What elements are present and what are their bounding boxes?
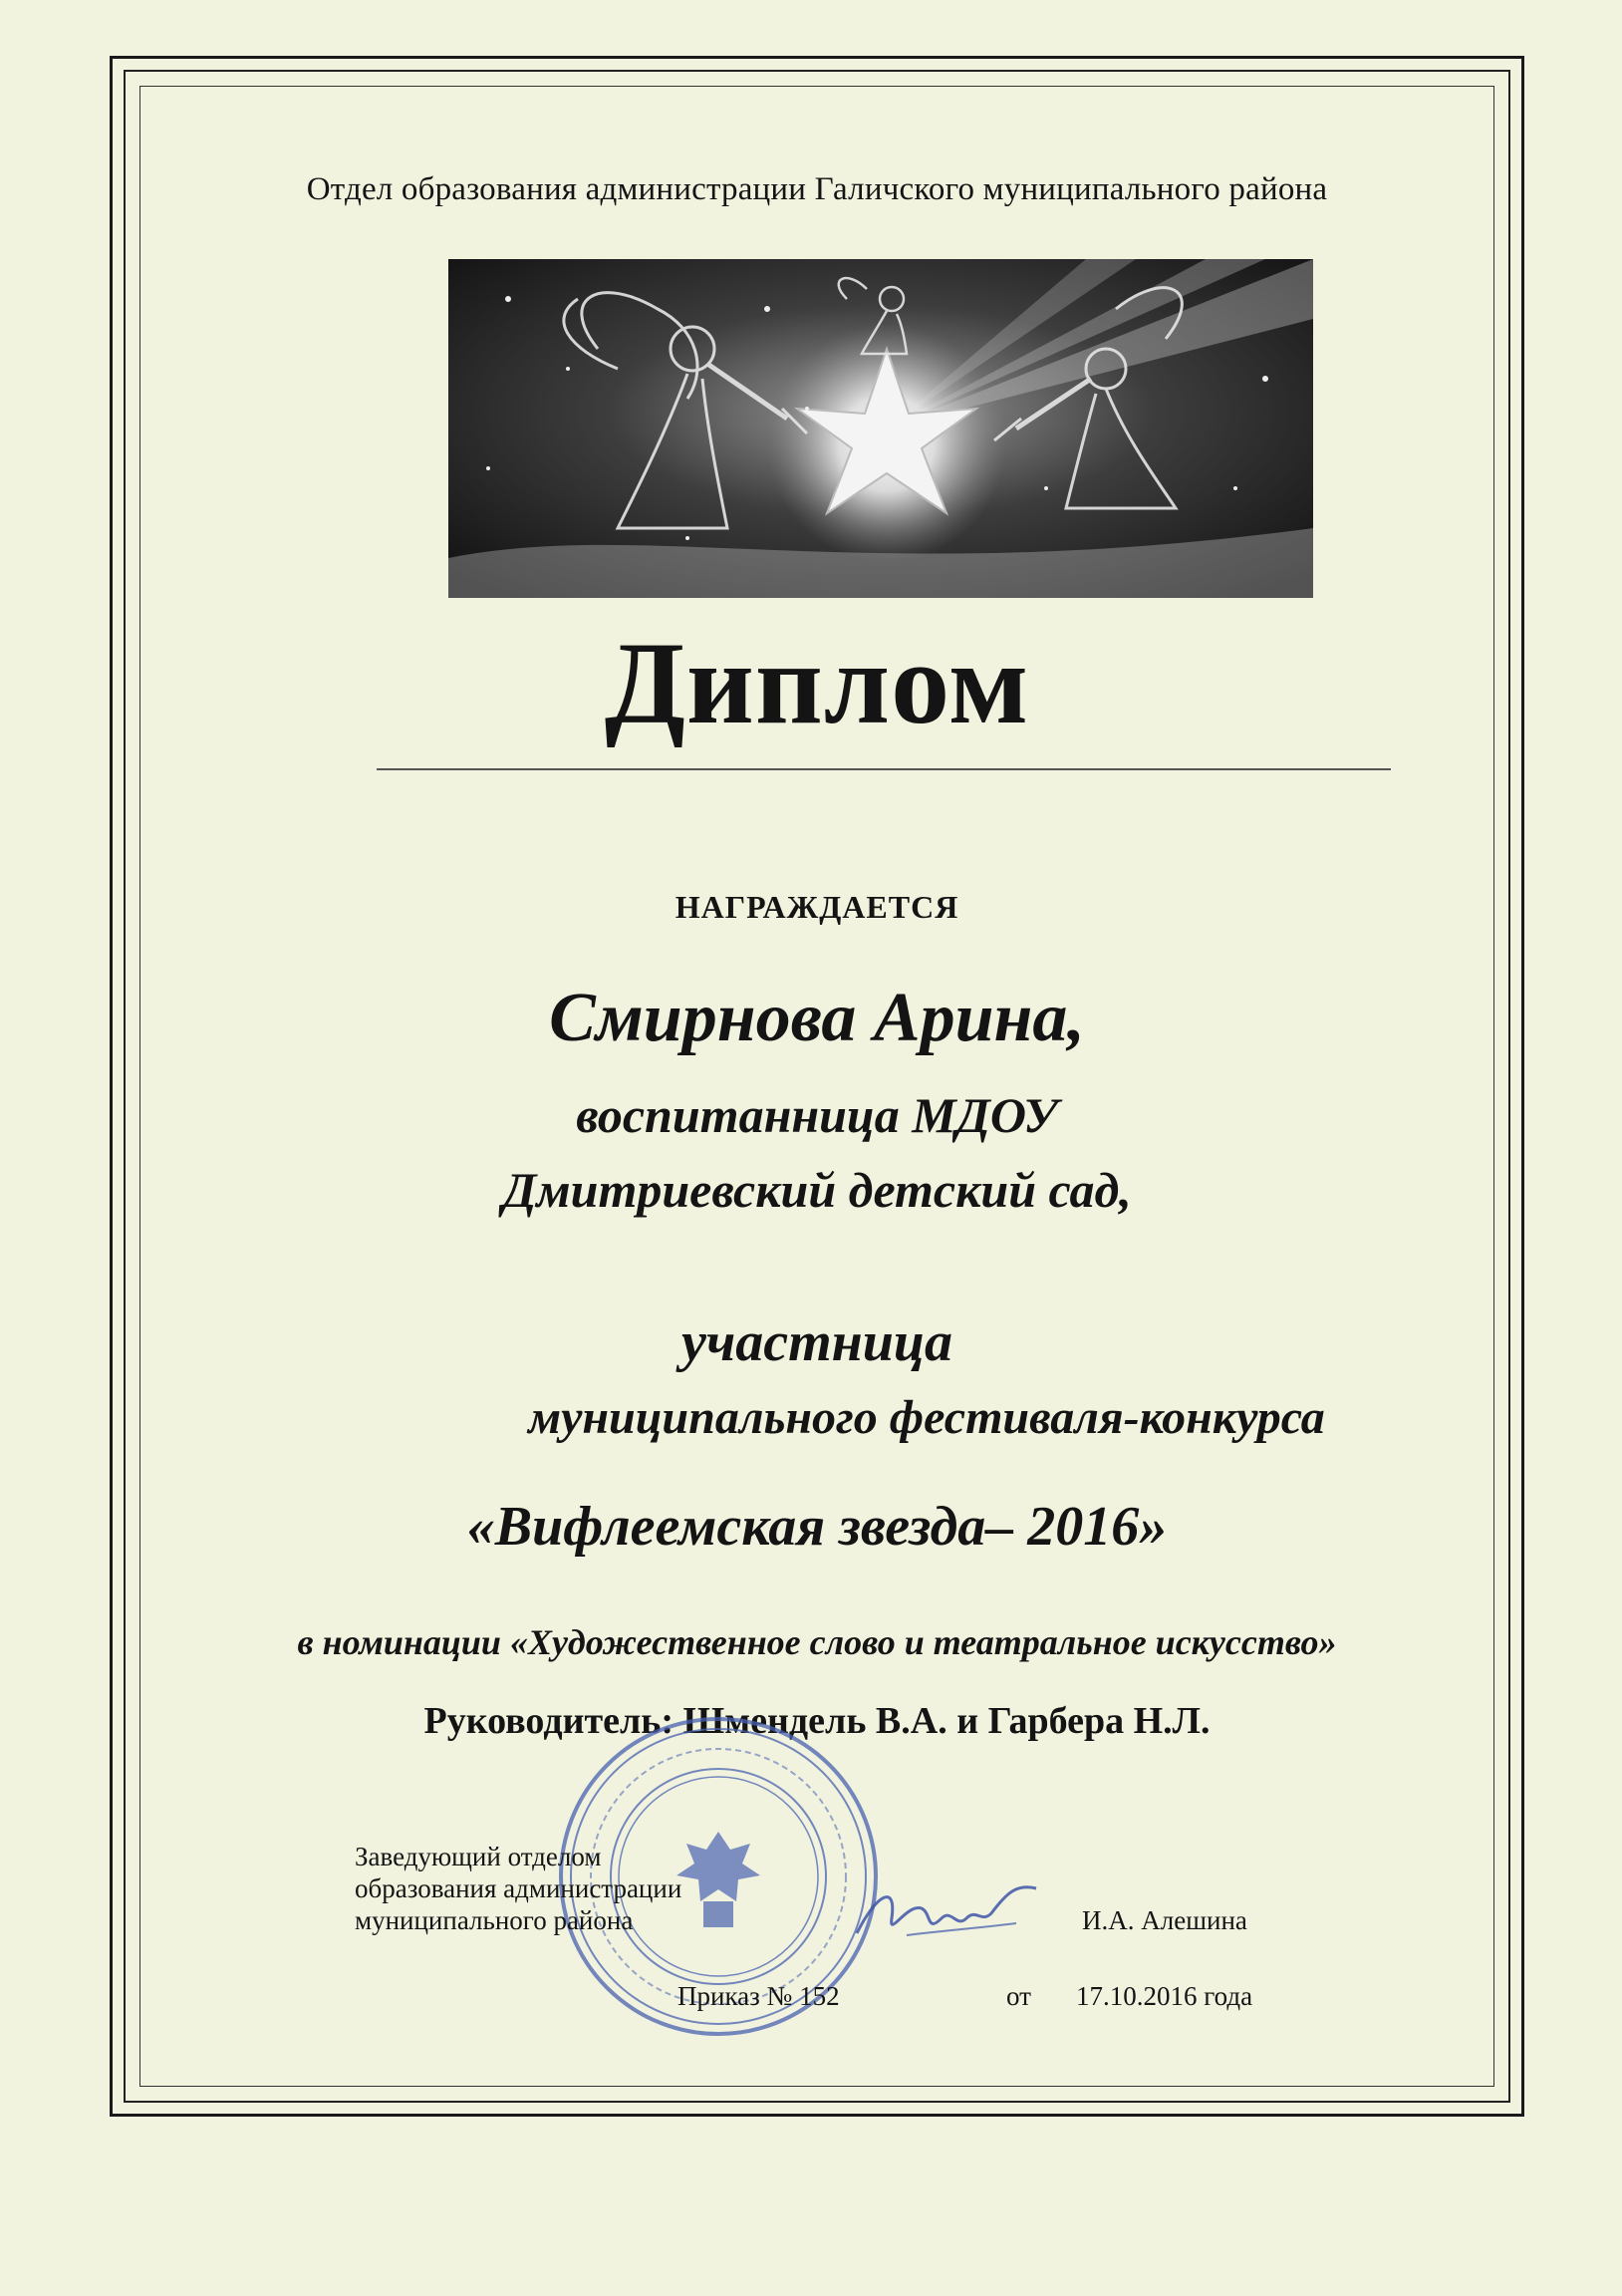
order-number: Приказ № 152 <box>677 1981 840 2011</box>
order-from-label: от <box>1006 1981 1031 2011</box>
awarded-label: НАГРАЖДАЕТСЯ <box>675 889 959 925</box>
recipient-role-line2: Дмитриевский детский сад, <box>502 1162 1132 1218</box>
recipient-name: Смирнова Арина, <box>549 980 1085 1056</box>
title-underline <box>377 768 1391 770</box>
signatory-position <box>355 1841 681 1936</box>
signatory-position-line1: Заведующий отделом <box>355 1842 602 1871</box>
angels-banner-image <box>448 259 1313 598</box>
diploma-title: Диплом <box>604 618 1030 748</box>
signatory-position-line2: образования администрации <box>355 1873 682 1903</box>
signature <box>847 1873 1046 1953</box>
contest-name: «Вифлеемская звезда– 2016» <box>466 1496 1168 1558</box>
participation-status: участница <box>680 1311 953 1373</box>
recipient-role-line1: воспитанница МДОУ <box>576 1087 1058 1143</box>
order-date: 17.10.2016 года <box>1076 1981 1253 2011</box>
leaders-line: Руководитель: Шмендель В.А. и Гарбера Н.Л. <box>423 1700 1211 1742</box>
signatory-position-line3: муниципального района <box>355 1905 634 1935</box>
festival-line: муниципального фестиваля-конкурса <box>528 1391 1325 1444</box>
nomination: в номинации «Художественное слово и театральное искусство» <box>297 1622 1337 1662</box>
issuing-organization: Отдел образования администрации Галичского муниципального района <box>306 171 1328 207</box>
signatory-name: И.А. Алешина <box>1082 1905 1247 1935</box>
